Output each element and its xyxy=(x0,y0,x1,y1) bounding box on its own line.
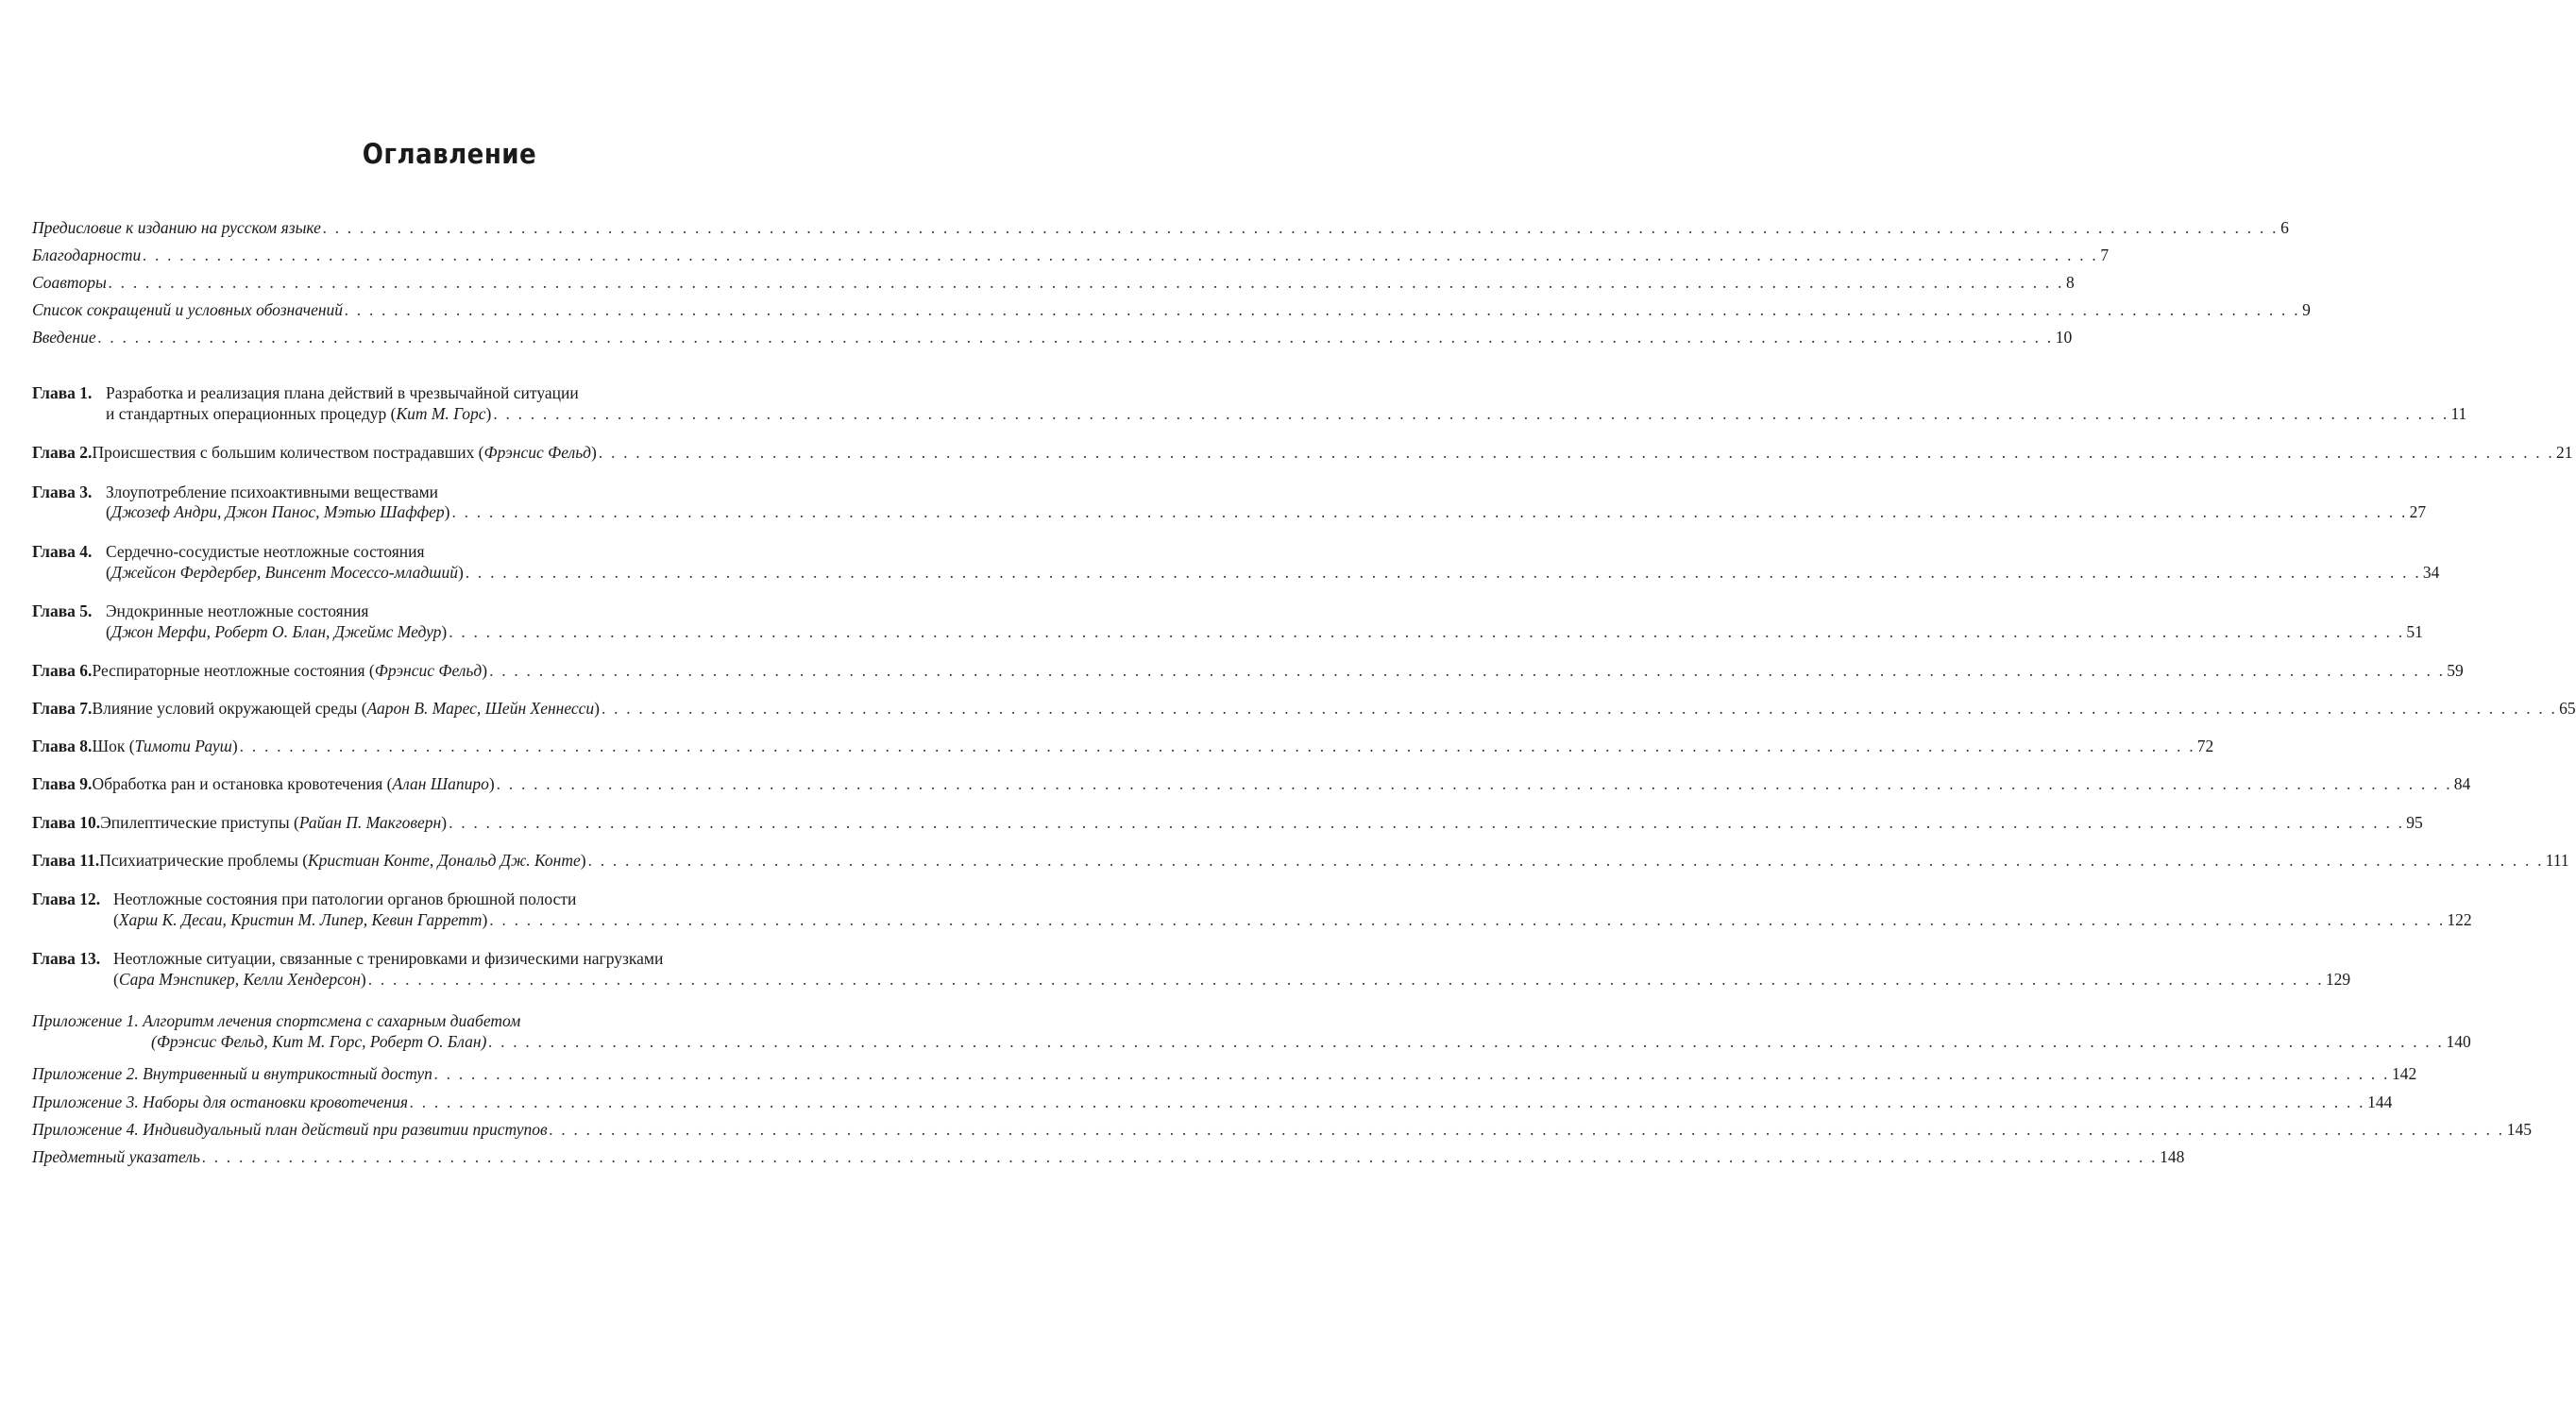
chapter-number: Глава 8. xyxy=(32,737,93,755)
chapter-authors: Кит М. Горс xyxy=(396,404,486,423)
chapter-number: Глава 7. xyxy=(32,699,93,718)
leader-dots xyxy=(240,735,2195,757)
chapter-number: Глава 13. xyxy=(32,949,101,968)
appendix-entry[interactable] xyxy=(32,1091,2393,1113)
leader-dots xyxy=(202,1145,2158,1168)
chapter-authors: Харш К. Десаи, Кристин М. Липер, Кевин Гарретт xyxy=(118,910,483,929)
appendix-title: Приложение 2. Внутривенный и внутрикостный доступ xyxy=(32,1064,432,1083)
chapter-entry[interactable] xyxy=(32,908,2472,931)
chapter-title: Эпилептические приступы (Райан П. Макговерн) xyxy=(100,813,448,832)
chapter-entry[interactable] xyxy=(32,402,2467,425)
toc-page-number: 10 xyxy=(2055,328,2073,347)
toc-page-number: 34 xyxy=(2422,563,2440,582)
chapter-entry[interactable] xyxy=(32,849,2569,872)
chapter-authors: Джейсон Фердербер, Винсент Мосессо-младший xyxy=(110,563,458,582)
toc-page-number: 95 xyxy=(2406,813,2423,832)
chapter-title-cont: (Сара Мэнспикер, Келли Хендерсон) xyxy=(113,970,366,989)
toc-page-number: 59 xyxy=(2447,661,2464,680)
chapter-heading[interactable] xyxy=(32,888,876,910)
toc-page-number: 6 xyxy=(2280,218,2289,237)
toc-page-number: 9 xyxy=(2302,300,2311,319)
toc-page-number: 72 xyxy=(2196,737,2214,755)
chapter-authors: Джон Мерфи, Роберт О. Блан, Джеймс Медур xyxy=(110,622,442,641)
leader-dots xyxy=(109,271,2064,294)
chapter-title-cont: (Харш К. Десаи, Кристин М. Липер, Кевин Гарретт) xyxy=(113,910,488,929)
chapter-title: Влияние условий окружающей среды (Аарон В. Марес, Шейн Хеннесси) xyxy=(92,699,600,718)
chapter-number: Глава 3. xyxy=(32,483,93,501)
appendix-entry[interactable] xyxy=(32,1118,2532,1141)
chapter-number: Глава 9. xyxy=(32,774,93,793)
chapter-authors: Кристиан Конте, Дональд Дж. Конте xyxy=(308,851,581,870)
appendix-entry[interactable] xyxy=(32,1062,2417,1085)
chapter-title-cont: (Джозеф Андри, Джон Панос, Мэтью Шаффер) xyxy=(106,502,450,521)
chapter-title: Неотложные состояния при патологии органов брюшной полости xyxy=(113,889,577,908)
chapter-title: Злоупотребление психоактивными веществами xyxy=(106,483,439,501)
toc-page-number: 51 xyxy=(2406,622,2423,641)
chapter-number: Глава 2. xyxy=(32,443,93,462)
toc-page-number: 65 xyxy=(2559,699,2576,718)
appendix-entry[interactable] xyxy=(32,1030,2471,1053)
chapter-number: Глава 6. xyxy=(32,661,93,680)
chapter-authors: Аарон В. Марес, Шейн Хеннесси xyxy=(366,699,595,718)
toc-page-number: 7 xyxy=(2100,246,2110,264)
leader-dots xyxy=(550,1118,2505,1141)
leader-dots xyxy=(489,908,2445,931)
leader-dots xyxy=(434,1062,2390,1085)
leader-dots xyxy=(602,697,2557,720)
toc-entry[interactable] xyxy=(32,244,2110,266)
toc-entry[interactable] xyxy=(32,298,2311,321)
chapter-heading[interactable] xyxy=(32,600,876,622)
appendix-title-cont: (Фрэнсис Фельд, Кит М. Горс, Роберт О. Блан) xyxy=(151,1032,487,1051)
chapter-number: Глава 12. xyxy=(32,889,101,908)
leader-dots xyxy=(497,772,2452,795)
chapter-entry[interactable] xyxy=(32,697,2576,720)
chapter-entry[interactable] xyxy=(32,561,2440,584)
chapter-number: Глава 10. xyxy=(32,813,101,832)
chapter-entry[interactable] xyxy=(32,620,2423,643)
chapter-title: Разработка и реализация плана действий в чрезвычайной ситуации xyxy=(106,383,579,402)
toc-entry[interactable] xyxy=(32,271,2075,294)
chapter-number: Глава 11. xyxy=(32,851,100,870)
toc-page-number: 142 xyxy=(2392,1064,2417,1083)
toc-page-number: 21 xyxy=(2555,443,2573,462)
page-title: Оглавление xyxy=(362,138,537,170)
chapter-authors: Фрэнсис Фельд xyxy=(374,661,483,680)
toc-entry-label: Введение xyxy=(32,328,96,347)
toc-page-number: 140 xyxy=(2446,1032,2471,1051)
chapter-number: Глава 4. xyxy=(32,542,93,561)
leader-dots xyxy=(599,441,2554,464)
toc-page-number: 27 xyxy=(2409,502,2427,521)
leader-dots xyxy=(489,659,2445,682)
leader-dots xyxy=(345,298,2300,321)
chapter-title-cont: (Джон Мерфи, Роберт О. Блан, Джеймс Медур) xyxy=(106,622,448,641)
chapter-entry[interactable] xyxy=(32,811,2423,834)
toc-entry-label: Список сокращений и условных обозначений xyxy=(32,300,344,319)
appendix-heading[interactable] xyxy=(32,1009,876,1032)
leader-dots xyxy=(323,216,2279,239)
chapter-heading[interactable] xyxy=(32,947,876,970)
chapter-number: Глава 1. xyxy=(32,383,93,402)
chapter-title: Шок (Тимоти Рауш) xyxy=(92,737,238,755)
leader-dots xyxy=(410,1091,2365,1113)
chapter-entry[interactable] xyxy=(32,659,2464,682)
chapter-title: Происшествия с большим количеством пострадавших (Фрэнсис Фельд) xyxy=(92,443,597,462)
chapter-title-cont: и стандартных операционных процедур (Кит М. Горс) xyxy=(106,404,492,423)
appendix-entry[interactable] xyxy=(32,1145,2185,1168)
chapter-title: Обработка ран и остановка кровотечения (Алан Шапиро) xyxy=(92,774,495,793)
chapter-heading[interactable] xyxy=(32,381,876,404)
leader-dots xyxy=(451,500,2407,523)
index-title: Предметный указатель xyxy=(32,1147,200,1166)
appendix-title: Приложение 3. Наборы для остановки кровотечения xyxy=(32,1093,408,1111)
chapter-title: Психиатрические проблемы (Кристиан Конте, Дональд Дж. Конте) xyxy=(99,851,586,870)
appendix-title: Приложение 4. Индивидуальный план действий при развитии приступов xyxy=(32,1120,548,1139)
leader-dots xyxy=(449,620,2404,643)
leader-dots xyxy=(98,326,2054,348)
chapter-authors: Джозеф Андри, Джон Панос, Мэтью Шаффер xyxy=(110,502,445,521)
chapter-authors: Алан Шапиро xyxy=(392,774,489,793)
appendix-title: Приложение 1. Алгоритм лечения спортсмена с сахарным диабетом xyxy=(32,1011,521,1030)
toc-page-number: 84 xyxy=(2453,774,2471,793)
chapter-entry[interactable] xyxy=(32,968,2351,991)
chapter-title: Сердечно-сосудистые неотложные состояния xyxy=(106,542,425,561)
chapter-title: Неотложные ситуации, связанные с тренировками и физическими нагрузками xyxy=(113,949,664,968)
chapter-title: Эндокринные неотложные состояния xyxy=(106,601,369,620)
leader-dots xyxy=(588,849,2544,872)
toc-page-number: 145 xyxy=(2506,1120,2532,1139)
leader-dots xyxy=(449,811,2404,834)
leader-dots xyxy=(368,968,2324,991)
chapter-heading[interactable] xyxy=(32,540,876,563)
toc-entry-label: Предисловие к изданию на русском языке xyxy=(32,218,321,237)
chapter-authors: Фрэнсис Фельд xyxy=(483,443,592,462)
leader-dots xyxy=(488,1030,2444,1053)
chapter-entry[interactable] xyxy=(32,500,2427,523)
chapter-authors: Сара Мэнспикер, Келли Хендерсон xyxy=(118,970,361,989)
chapter-authors: Райан П. Макговерн xyxy=(298,813,442,832)
chapter-title: Респираторные неотложные состояния (Фрэнсис Фельд) xyxy=(92,661,488,680)
leader-dots xyxy=(466,561,2421,584)
toc-entry-label: Благодарности xyxy=(32,246,142,264)
toc-page-number: 8 xyxy=(2066,273,2075,292)
toc-page-number: 111 xyxy=(2545,851,2569,870)
chapter-title-cont: (Джейсон Фердербер, Винсент Мосессо-младший) xyxy=(106,563,464,582)
toc-page-number: 122 xyxy=(2447,910,2472,929)
chapter-entry[interactable] xyxy=(32,772,2471,795)
chapter-entry[interactable] xyxy=(32,735,2214,757)
toc-page-number: 11 xyxy=(2450,404,2467,423)
leader-dots xyxy=(143,244,2098,266)
leader-dots xyxy=(493,402,2449,425)
toc-entry[interactable] xyxy=(32,216,2289,239)
toc-page-number: 129 xyxy=(2325,970,2351,989)
toc-page-number: 144 xyxy=(2367,1093,2393,1111)
toc-page-number: 148 xyxy=(2160,1147,2185,1166)
toc-entry-label: Соавторы xyxy=(32,273,107,292)
chapter-authors: Тимоти Рауш xyxy=(134,737,232,755)
chapter-number: Глава 5. xyxy=(32,601,93,620)
chapter-entry[interactable] xyxy=(32,441,2573,464)
toc-entry[interactable] xyxy=(32,326,2073,348)
